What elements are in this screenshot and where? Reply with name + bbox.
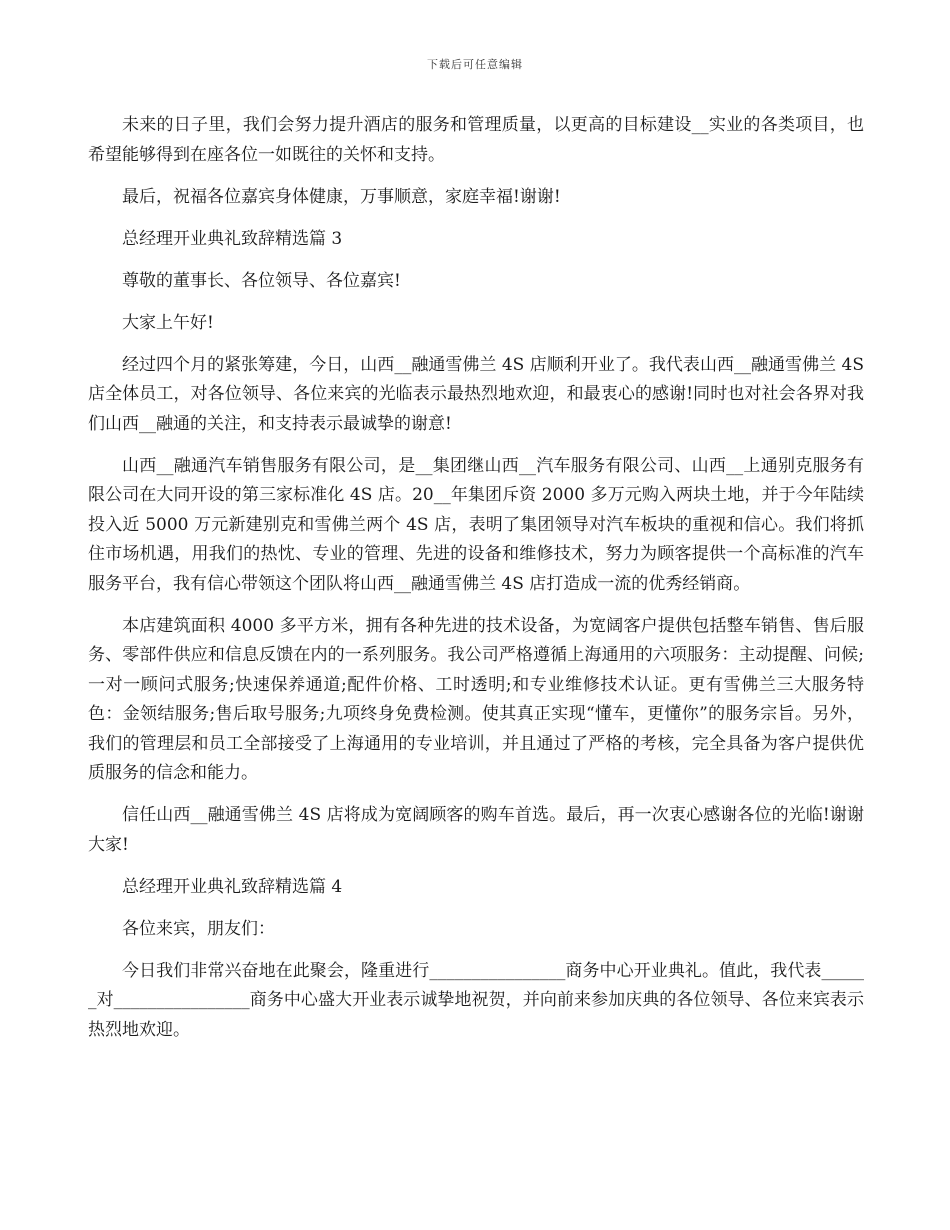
body-paragraph: 今日我们非常兴奋地在此聚会，隆重进行________________商务中心开业典礼。值此，我代表______对________________商务中心盛大开业表示诚挚地祝贺，并向前来参加庆典的各位领导、各位来宾表示热烈地欢迎。: [88, 960, 864, 1040]
section-heading: 总经理开业典礼致辞精选篇 3: [122, 228, 343, 249]
body-paragraph: 经过四个月的紧张筹建，今日，山西__融通雪佛兰 4S 店顺利开业了。我代表山西__融通雪佛兰 4S 店全体员工，对各位领导、各位来宾的光临表示最热烈地欢迎，和最衷心的感谢!同时也对社会各界对我们山西__融通的关注，和支持表示最诚挚的谢意!: [88, 354, 864, 434]
document-body: [88, 111, 864, 1058]
body-paragraph: 山西__融通汽车销售服务有限公司，是__集团继山西__汽车服务有限公司、山西__上通别克服务有限公司在大同开设的第三家标准化 4S 店。20__年集团斥资 2000 多万元购入两块土地，并于今年陆续投入近 5000 万元新建别克和雪佛兰两个 4S 店，表明了集团领导对汽车板块的重视和信心。我们将抓住市场机遇，用我们的热忱、专业的管理、先进的设备和维修技术，努力为顾客提供一个高标准的汽车服务平台，我有信心带领这个团队将山西__融通雪佛兰 4S 店打造成一流的优秀经销商。: [88, 455, 864, 594]
body-paragraph: 最后，祝福各位嘉宾身体健康，万事顺意，家庭幸福!谢谢!: [122, 186, 561, 207]
salutation: 各位来宾，朋友们：: [122, 918, 275, 939]
body-paragraph: 未来的日子里，我们会努力提升酒店的服务和管理质量，以更高的目标建设__实业的各类项目，也希望能够得到在座各位一如既往的关怀和支持。: [88, 115, 864, 165]
salutation: 尊敬的董事长、各位领导、各位嘉宾!: [122, 270, 401, 291]
section-heading: 总经理开业典礼致辞精选篇 4: [122, 876, 343, 897]
page-header: 下载后可任意编辑: [427, 58, 523, 71]
greeting: 大家上午好!: [122, 312, 214, 333]
body-paragraph: 本店建筑面积 4000 多平方米，拥有各种先进的技术设备，为宽阔客户提供包括整车销售、售后服务、零部件供应和信息反馈在内的一系列服务。我公司严格遵循上海通用的六项服务：主动提醒、问候;一对一顾问式服务;快速保养通道;配件价格、工时透明;和专业维修技术认证。更有雪佛兰三大服务特色：金领结服务;售后取号服务;九项终身免费检测。使其真正实现“懂车，更懂你”的服务宗旨。另外，我们的管理层和员工全部接受了上海通用的专业培训，并且通过了严格的考核，完全具备为客户提供优质服务的信念和能力。: [88, 615, 864, 783]
body-paragraph: 信任山西__融通雪佛兰 4S 店将成为宽阔顾客的购车首选。最后，再一次衷心感谢各位的光临!谢谢大家!: [88, 805, 864, 855]
